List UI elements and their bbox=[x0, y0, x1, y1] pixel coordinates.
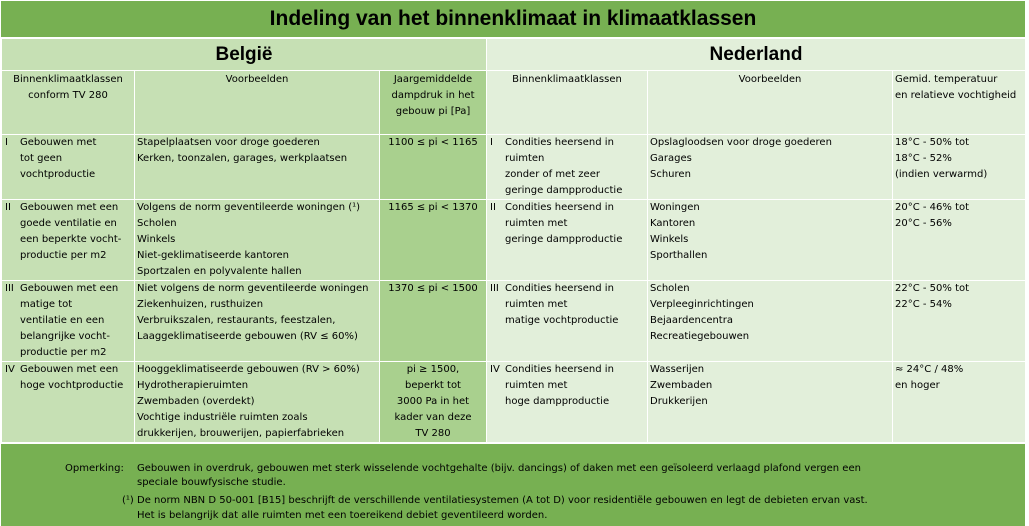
cell-line: Kerken, toonzalen, garages, werkplaatsen bbox=[137, 153, 348, 164]
cell-line: Gebouwen met bbox=[20, 137, 97, 148]
cell-line: 22°C - 50% tot bbox=[895, 283, 970, 294]
cell-line: productie per m2 bbox=[20, 347, 107, 358]
cell-line: Ziekenhuizen, rusthuizen bbox=[137, 299, 264, 310]
cell-line: 18°C - 52% bbox=[895, 153, 952, 164]
page-title: Indeling van het binnenklimaat in klimaatklassen bbox=[1, 1, 1025, 37]
header-be-class: Binnenklimaatklassen conform TV 280 bbox=[2, 71, 135, 135]
cell-line: Niet-geklimatiseerde kantoren bbox=[137, 250, 289, 261]
header-nl-examples: Voorbeelden bbox=[648, 71, 893, 135]
be-pressure-cell bbox=[380, 200, 487, 281]
cell-line: geringe dampproductie bbox=[505, 234, 623, 245]
cell-line: 1370 ≤ pi < 1500 bbox=[388, 283, 478, 294]
cell-line: Garages bbox=[650, 153, 692, 164]
region-belgium: België bbox=[2, 39, 487, 71]
table-row bbox=[2, 135, 1026, 200]
cell-line: pi ≥ 1500, bbox=[406, 364, 460, 375]
cell-line: Hydrotherapieruimten bbox=[137, 380, 249, 391]
cell-line: Gebouwen met een bbox=[20, 283, 119, 294]
cell-line: 3000 Pa in het bbox=[396, 396, 470, 407]
cell-line: 20°C - 46% tot bbox=[895, 202, 970, 213]
class-number: IV bbox=[5, 364, 15, 375]
cell-line: kader van deze bbox=[394, 412, 472, 423]
region-netherlands: Nederland bbox=[487, 39, 1026, 71]
nl-temp-cell bbox=[893, 135, 1026, 200]
cell-line: Verbruikszalen, restaurants, feestzalen, bbox=[137, 315, 336, 326]
cell-line: Stapelplaatsen voor droge goederen bbox=[137, 137, 320, 148]
be-examples-cell bbox=[135, 281, 380, 362]
cell-line: Hooggeklimatiseerde gebouwen (RV > 60%) bbox=[137, 364, 360, 375]
cell-line: geringe dampproductie bbox=[505, 185, 623, 196]
cell-line: Kantoren bbox=[650, 218, 696, 229]
cell-line: en hoger bbox=[895, 380, 940, 391]
cell-line: TV 280 bbox=[415, 428, 451, 439]
be-examples-cell bbox=[135, 200, 380, 281]
class-number: III bbox=[5, 283, 14, 294]
cell-line: Sportzalen en polyvalente hallen bbox=[137, 266, 302, 277]
be-examples-cell bbox=[135, 135, 380, 200]
cell-line: vochtproductie bbox=[20, 169, 96, 180]
cell-line: ruimten met bbox=[505, 380, 568, 391]
header-nl-temp: Gemid. temperatuur en relatieve vochtigheid bbox=[893, 71, 1026, 135]
cell-line: matige tot bbox=[20, 299, 73, 310]
header-row bbox=[2, 71, 1026, 135]
cell-line: ruimten met bbox=[505, 299, 568, 310]
cell-line: Wasserijen bbox=[650, 364, 705, 375]
cell-line: Winkels bbox=[650, 234, 689, 245]
cell-line: belangrijke vocht- bbox=[20, 331, 110, 342]
note-label: (¹) bbox=[122, 495, 134, 506]
nl-temp-cell bbox=[893, 362, 1026, 443]
cell-line: zonder of met zeer bbox=[505, 169, 600, 180]
nl-examples-cell bbox=[648, 281, 893, 362]
cell-line: Condities heersend in bbox=[505, 202, 614, 213]
cell-line: 20°C - 56% bbox=[895, 218, 952, 229]
class-number: I bbox=[5, 137, 8, 148]
cell-line: 1100 ≤ pi < 1165 bbox=[388, 137, 478, 148]
cell-line: Vochtige industriële ruimten zoals bbox=[137, 412, 308, 423]
be-examples-cell bbox=[135, 362, 380, 443]
table-body bbox=[2, 135, 1026, 443]
cell-line: Zwembaden bbox=[650, 380, 713, 391]
remark-line: speciale bouwfysische studie. bbox=[137, 477, 286, 488]
cell-line: Recreatiegebouwen bbox=[650, 331, 750, 342]
be-class-cell bbox=[2, 200, 135, 281]
nl-class-cell bbox=[487, 200, 648, 281]
cell-line: matige vochtproductie bbox=[505, 315, 619, 326]
cell-line: Gebouwen met een bbox=[20, 364, 119, 375]
cell-line: Condities heersend in bbox=[505, 364, 614, 375]
climate-class-table bbox=[1, 38, 1026, 443]
cell-line: 22°C - 54% bbox=[895, 299, 952, 310]
cell-line: Drukkerijen bbox=[650, 396, 708, 407]
cell-line: Schuren bbox=[650, 169, 691, 180]
table-row bbox=[2, 200, 1026, 281]
table-row bbox=[2, 281, 1026, 362]
cell-line: Woningen bbox=[650, 202, 700, 213]
class-number: II bbox=[5, 202, 11, 213]
nl-temp-cell bbox=[893, 200, 1026, 281]
nl-class-cell bbox=[487, 281, 648, 362]
class-number: III bbox=[490, 283, 499, 294]
cell-line: goede ventilatie en bbox=[20, 218, 117, 229]
class-number: I bbox=[490, 137, 493, 148]
cell-line: drukkerijen, brouwerijen, papierfabrieken bbox=[137, 428, 345, 439]
cell-line: Laaggeklimatiseerde gebouwen (RV ≤ 60%) bbox=[137, 331, 358, 342]
nl-examples-cell bbox=[648, 200, 893, 281]
cell-line: ≈ 24°C / 48% bbox=[895, 364, 964, 375]
header-nl-class: Binnenklimaatklassen bbox=[487, 71, 648, 135]
cell-line: tot geen bbox=[20, 153, 63, 164]
cell-line: hoge vochtproductie bbox=[20, 380, 124, 391]
nl-class-cell bbox=[487, 362, 648, 443]
cell-line: (indien verwarmd) bbox=[895, 169, 988, 180]
cell-line: productie per m2 bbox=[20, 250, 107, 261]
header-be-pressure: Jaargemiddelde dampdruk in het gebouw pi [Pa] bbox=[380, 71, 487, 135]
footer-notes bbox=[1, 444, 1025, 526]
be-pressure-cell bbox=[380, 362, 487, 443]
cell-line: Sporthallen bbox=[650, 250, 708, 261]
nl-temp-cell bbox=[893, 281, 1026, 362]
table-row bbox=[2, 362, 1026, 443]
be-class-cell bbox=[2, 281, 135, 362]
cell-line: Opslagloodsen voor droge goederen bbox=[650, 137, 832, 148]
cell-line: Winkels bbox=[137, 234, 176, 245]
cell-line: Gebouwen met een bbox=[20, 202, 119, 213]
cell-line: Condities heersend in bbox=[505, 283, 614, 294]
be-pressure-cell bbox=[380, 281, 487, 362]
be-class-cell bbox=[2, 362, 135, 443]
nl-examples-cell bbox=[648, 362, 893, 443]
cell-line: 18°C - 50% tot bbox=[895, 137, 970, 148]
note-line: De norm NBN D 50-001 [B15] beschrijft de verschillende ventilatiesystemen (A tot D) voor residentiële gebouwen en legt de debieten ervan vast. bbox=[137, 495, 868, 506]
cell-line: ventilatie en een bbox=[20, 315, 105, 326]
cell-line: Scholen bbox=[137, 218, 177, 229]
be-pressure-cell bbox=[380, 135, 487, 200]
cell-line: Condities heersend in bbox=[505, 137, 614, 148]
cell-line: een beperkte vocht- bbox=[20, 234, 122, 245]
cell-line: 1165 ≤ pi < 1370 bbox=[388, 202, 478, 213]
cell-line: Bejaardencentra bbox=[650, 315, 733, 326]
remark-label: Opmerking: bbox=[65, 463, 124, 474]
nl-examples-cell bbox=[648, 135, 893, 200]
cell-line: hoge dampproductie bbox=[505, 396, 610, 407]
class-number: IV bbox=[490, 364, 500, 375]
cell-line: Niet volgens de norm geventileerde woningen bbox=[137, 283, 369, 294]
cell-line: ruimten met bbox=[505, 218, 568, 229]
class-number: II bbox=[490, 202, 496, 213]
note-line: Het is belangrijk dat alle ruimten met een toereikend debiet geventileerd worden. bbox=[137, 510, 548, 521]
header-be-examples: Voorbeelden bbox=[135, 71, 380, 135]
nl-class-cell bbox=[487, 135, 648, 200]
be-class-cell bbox=[2, 135, 135, 200]
cell-line: Verpleeginrichtingen bbox=[650, 299, 754, 310]
cell-line: Scholen bbox=[650, 283, 690, 294]
cell-line: Volgens de norm geventileerde woningen (¹) bbox=[137, 202, 361, 213]
cell-line: beperkt tot bbox=[405, 380, 461, 391]
remark-line: Gebouwen in overdruk, gebouwen met sterk wisselende vochtgehalte (bijv. dancings) of daken met een geïsoleerd verlaagd plafond vergen een bbox=[137, 463, 861, 474]
cell-line: Zwembaden (overdekt) bbox=[137, 396, 255, 407]
cell-line: ruimten bbox=[505, 153, 545, 164]
